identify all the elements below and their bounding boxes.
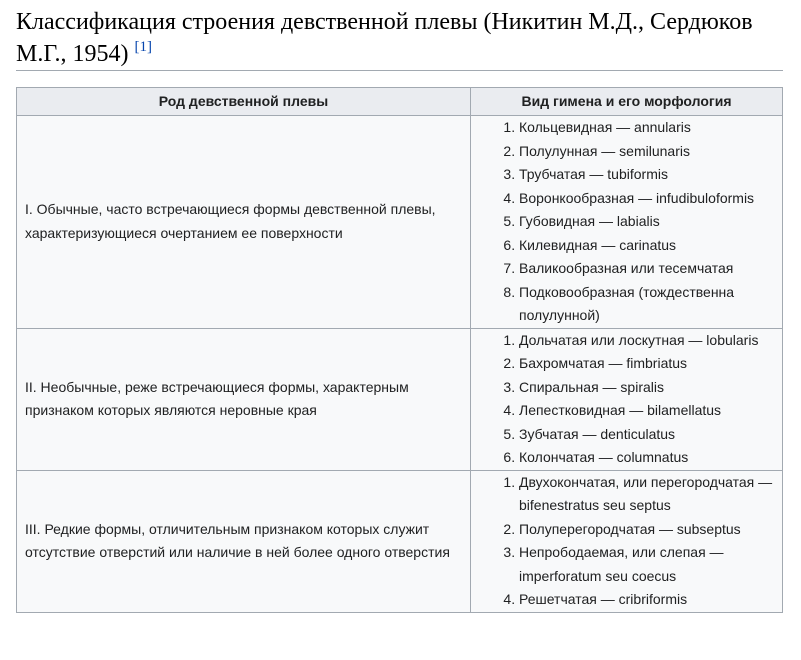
genus-cell: II. Необычные, реже встречающиеся формы, характерным признаком которых являются неровные края — [17, 328, 471, 470]
table-row — [17, 328, 783, 470]
list-item: 3. Трубчатая — tubiformis — [519, 163, 774, 187]
types-cell — [471, 116, 783, 329]
list-item: 6. Колончатая — columnatus — [519, 446, 774, 470]
types-list — [479, 116, 774, 328]
list-item: 6. Килевидная — carinatus — [519, 234, 774, 258]
list-item: 4. Решетчатая — cribriformis — [519, 588, 774, 612]
list-item: 4. Воронкообразная — infudibuloformis — [519, 187, 774, 211]
reference-superscript — [135, 39, 153, 55]
types-cell — [471, 470, 783, 612]
list-item: 4. Лепестковидная — bilamellatus — [519, 399, 774, 423]
list-item: 5. Губовидная — labialis — [519, 210, 774, 234]
table-row — [17, 116, 783, 329]
list-item: 1. Кольцевидная — annularis — [519, 116, 774, 140]
list-item: 2. Бахромчатая — fimbriatus — [519, 352, 774, 376]
list-item: 1. Дольчатая или лоскутная — lobularis — [519, 329, 774, 353]
heading-divider — [16, 70, 783, 71]
list-item: 2. Полулунная — semilunaris — [519, 140, 774, 164]
types-cell — [471, 328, 783, 470]
list-item: 1. Двухокончатая, или перегородчатая — bifenestratus seu septus — [519, 471, 774, 518]
table-row — [17, 470, 783, 612]
list-item: 8. Подковообразная (тождественна полулунной) — [519, 281, 774, 328]
types-list — [479, 329, 774, 470]
list-item: 7. Валикообразная или тесемчатая — [519, 257, 774, 281]
list-item: 3. Непрободаемая, или слепая — imperforatum seu coecus — [519, 541, 774, 588]
section-title: Классификация строения девственной плевы (Никитин М.Д., Сердюков М.Г., 1954) — [16, 9, 753, 67]
column-header-types: Вид гимена и его морфология — [471, 88, 783, 116]
list-item: 5. Зубчатая — denticulatus — [519, 423, 774, 447]
classification-table — [16, 87, 783, 613]
list-item: 3. Спиральная — spiralis — [519, 376, 774, 400]
types-list — [479, 471, 774, 612]
list-item: 2. Полуперегородчатая — subseptus — [519, 518, 774, 542]
section-heading — [16, 6, 784, 70]
genus-cell: III. Редкие формы, отличительным признаком которых служит отсутствие отверстий или наличие в ней более одного отверстия — [17, 470, 471, 612]
table-header-row — [17, 88, 783, 116]
reference-link[interactable]: [1] — [134, 39, 152, 55]
genus-cell: I. Обычные, часто встречающиеся формы девственной плевы, характеризующиеся очертанием ее поверхности — [17, 116, 471, 329]
column-header-genus: Род девственной плевы — [17, 88, 471, 116]
